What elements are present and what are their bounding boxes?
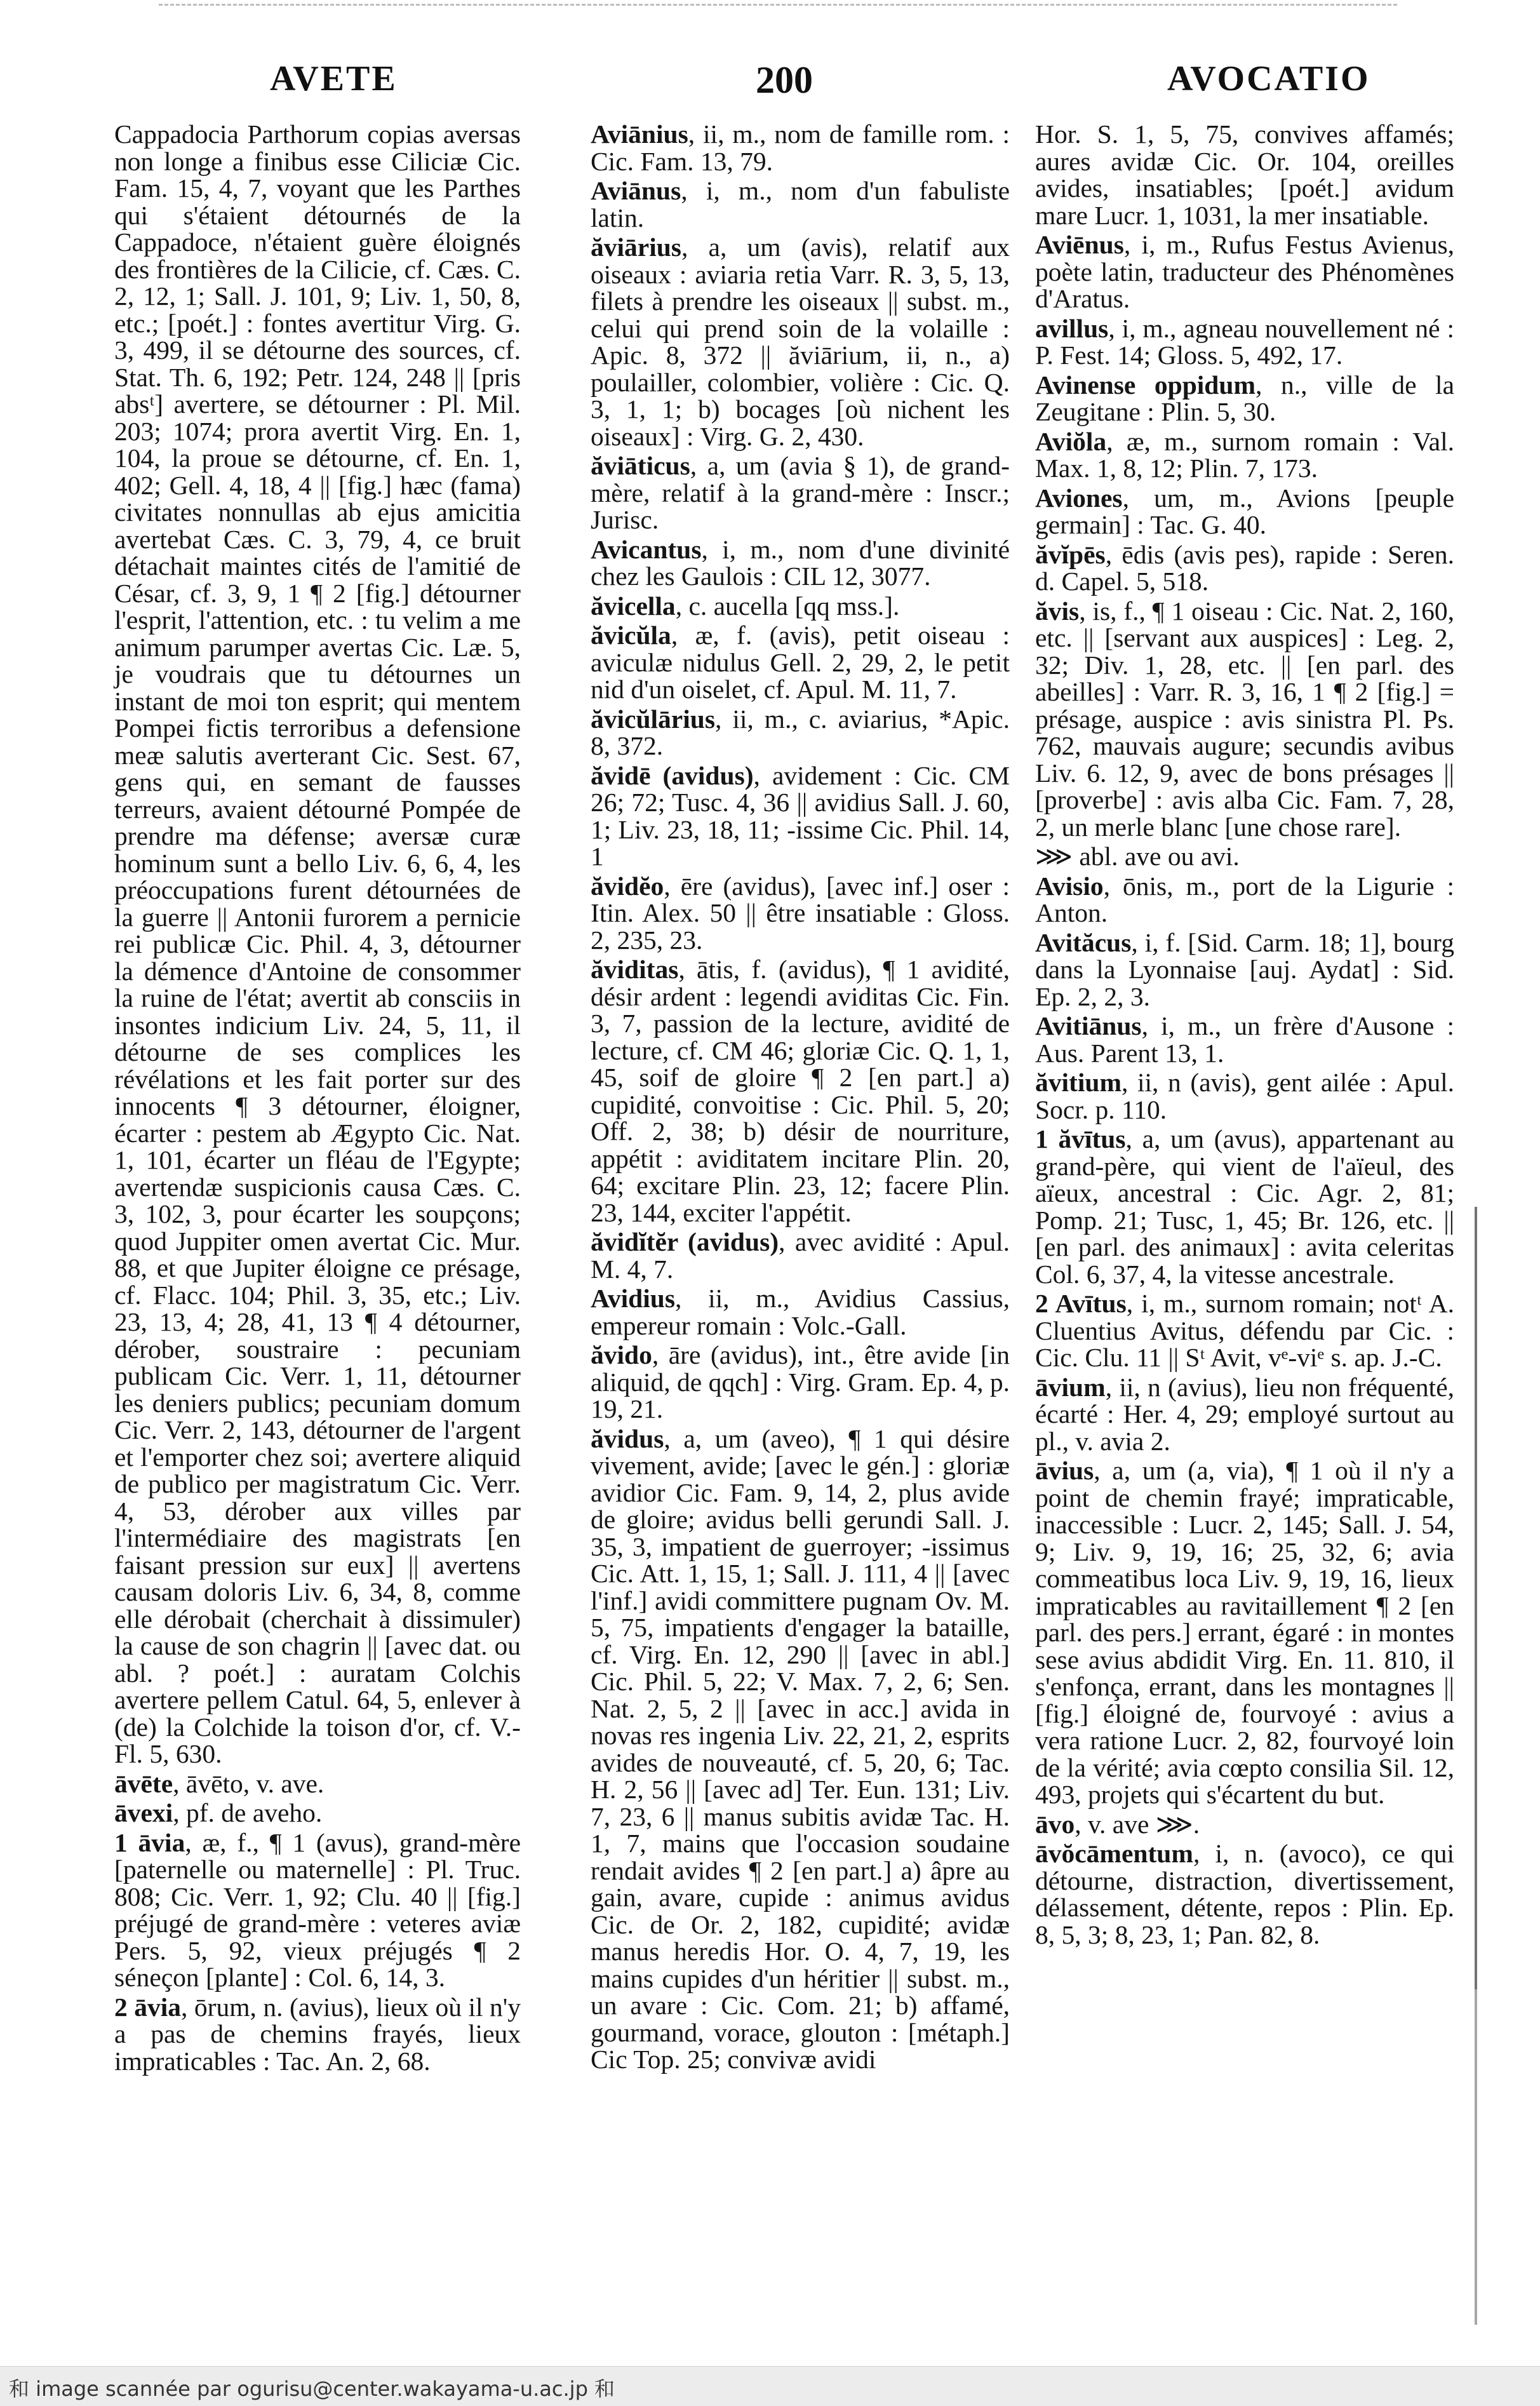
dictionary-entry: āvius, a, um (a, via), ¶ 1 où il n'y a point de chemin frayé; impraticable, inaccessible : Lucr. 2, 145; Sall. J. 54, 9; Liv. 9, 19, 16; 25, 32, 6; avia commeatibus loca Liv. 9, 19, 16, lieux impraticables au ravitaillement ¶ 2 [en parl. des pers.] errant, égaré : in montes sese avius abdidit Virg. En. 11. 810, il s'enfonça, errant, dans les montagnes || [fig.] éloigné de, fourvoyé : avius a vera ratione Lucr. 2, 82, fourvoyé loin de la vérité; avia cœpto consilia Sil. 12, 493, projets qui s'écartent du but. [1035,1456,1454,1809]
headword: āvŏcāmentum [1035,1839,1193,1868]
dictionary-entry: ăviārius, a, um (avis), relatif aux oiseaux : aviaria retia Varr. R. 3, 5, 13, filets à prendre les oiseaux || subst. m., celui qui prend soin de la volaille : Apic. 8, 372 || ăviārium, ii, n., a) poulailler, colombier, volière : Cic. Q. 3, 1, 1; b) bocages [où nichent les oiseaux] : Virg. G. 2, 430. [591,232,1010,451]
headword: ăvidĭtĕr (avidus) [591,1227,779,1256]
dictionary-entry: Aviones, um, m., Avions [peuple germain] : Tac. G. 40. [1035,483,1454,539]
headword: ăvis [1035,596,1080,626]
headword: ăviditas [591,955,679,984]
headword: ăvidus [591,1423,664,1453]
headword: Avisio [1035,871,1104,901]
dictionary-entry: ăviāticus, a, um (avia § 1), de grand-mère, relatif à la grand-mère : Inscr.; Jurisc. [591,451,1010,534]
headword: ăvicella [591,591,676,621]
dictionary-entry: ăvidĭtĕr (avidus), avec avidité : Apul. M. 4, 7. [591,1227,1010,1284]
headword: Avicantus [591,534,702,564]
dictionary-entry: Aviānius, ii, m., nom de famille rom. : Cic. Fam. 13, 79. [591,119,1010,176]
dictionary-entry: 1 ăvītus, a, um (avus), appartenant au grand-père, qui vient de l'aïeul, des aïeux, ancestral : Cic. Agr. 2, 81; Pomp. 21; Tusc, 1, 45; Br. 126, etc. || [en parl. des animaux] : avita celeritas Col. 6, 37, 4, la vitesse ancestrale. [1035,1124,1454,1289]
headword: ăvidē (avidus) [591,760,754,790]
dictionary-entry: avillus, i, m., agneau nouvellement né : P. Fest. 14; Gloss. 5, 492, 17. [1035,313,1454,370]
headword: 2 Avītus [1035,1289,1127,1318]
dictionary-entry: Avinense oppidum, n., ville de la Zeugitane : Plin. 5, 30. [1035,370,1454,426]
headword: āvo [1035,1809,1075,1839]
dictionary-entry: ăvidē (avidus), avidement : Cic. CM 26; 72; Tusc. 4, 36 || avidius Sall. J. 60, 1; Liv. 23, 18, 11; -issime Cic. Phil. 14, 1 [591,760,1010,871]
dictionary-entry: āvŏcāmentum, i, n. (avoco), ce qui détourne, distraction, divertissement, délassement, détente, repos : Plin. Ep. 8, 5, 3; 8, 23, 1; Pan. 82, 8. [1035,1839,1454,1949]
headword: āvium [1035,1372,1106,1402]
dictionary-entry: Aviānus, i, m., nom d'un fabuliste latin. [591,176,1010,232]
dictionary-entry: Avitiānus, i, m., un frère d'Ausone : Aus. Parent 13, 1. [1035,1011,1454,1068]
dictionary-entry: āvo, v. ave ⋙. [1035,1809,1200,1839]
headword: ăvicŭlārius [591,704,715,734]
dictionary-entry: 2 Avītus, i, m., surnom romain; notᵗ A. Cluentius Avitus, défendu par Cic. : Cic. Clu. 11 || Sᵗ Avit, vᵉ-viᵉ s. ap. J.-C. [1035,1289,1455,1372]
dictionary-entry: Hor. S. 1, 5, 75, convives affamés; aures avidæ Cic. Or. 104, oreilles avides, insatiables; [poét.] avidum mare Lucr. 1, 1031, la mer insatiable. [1035,119,1454,230]
dictionary-entry: Aviēnus, i, m., Rufus Festus Avienus, poète latin, traducteur des Phénomènes d'Aratus. [1035,230,1454,313]
headword: Aviēnus [1035,230,1124,259]
dictionary-entry: Avisio, ōnis, m., port de la Ligurie : Anton. [1035,871,1454,927]
headword: ăvidĕo [591,871,664,901]
headword: ăviārius [591,232,681,262]
headword: Avidius [591,1284,676,1313]
headword: Aviānus [591,176,681,205]
header-right-guide-word: AVOCATIO [1167,59,1370,98]
dictionary-entry: Avicantus, i, m., nom d'une divinité chez les Gaulois : CIL 12, 3077. [591,534,1010,591]
headword: āvexi [114,1798,173,1827]
dictionary-entry: āvium, ii, n (avius), lieu non fréquenté, écarté : Her. 4, 29; employé surtout au pl., v. avia 2. [1035,1372,1454,1456]
scan-top-edge [159,4,1397,6]
dictionary-entry: ăvido, āre (avidus), int., être avide [in aliquid, de qqch] : Virg. Gram. Ep. 4, p. 19, 21. [591,1340,1010,1423]
dictionary-entry: ăviditas, ātis, f. (avidus), ¶ 1 avidité, désir ardent : legendi aviditas Cic. Fin. 3, 7, passion de la lecture, avidité de lecture, cf. CM 46; gloriæ Cic. Q. 1, 1, 45, soif de gloire ¶ 2 [en part.] a) cupidité, convoitise : Cic. Phil. 5, 20; Off. 2, 38; b) désir de nourriture, appétit : aviditatem incitare Plin. 20, 64; excitare Plin. 23, 12; facere Plin. 23, 144, exciter l'appétit. [591,955,1010,1227]
headword: ăvicŭla [591,621,671,650]
headword: Aviŏla [1035,426,1107,456]
dictionary-entry: 2 āvia, ōrum, n. (avius), lieux où il n'y a pas de chemins frayés, lieux impraticables : Tac. An. 2, 68. [114,1992,521,2076]
dictionary-entry: ăvis, is, f., ¶ 1 oiseau : Cic. Nat. 2, 160, etc. || [servant aux auspices] : Leg. 2, 32; Div. 1, 28, etc. || [en parl. des abeilles] : Varr. R. 3, 16, 1 ¶ 2 [fig.] = présage, auspice : avis sinistra Pl. Ps. 762, mauvais augure; secundis avibus Liv. 6. 12, 9, avec de bons présages || [proverbe] : avis alba Cic. Fam. 7, 28, 2, un merle blanc [une chose rare]. [1035,596,1454,842]
headword: 2 āvia [114,1992,182,2022]
scan-footer-bar [0,2366,1540,2406]
dictionary-entry: ăvĭpēs, ēdis (avis pes), rapide : Seren. d. Capel. 5, 518. [1035,539,1454,596]
headword: ăvido [591,1340,652,1369]
headword: ăvitium [1035,1068,1122,1097]
headword: 1 āvia [114,1827,185,1857]
headword: ăvĭpēs [1035,539,1106,569]
headword: Avitiānus [1035,1011,1142,1040]
dictionary-entry: ăvidĕo, ēre (avidus), [avec inf.] oser : Itin. Alex. 50 || être insatiable : Gloss. 2, 235, 23. [591,871,1010,955]
scan-right-edge [1475,1207,1477,2325]
column-right [1035,121,1454,1948]
page-number: 200 [756,59,813,101]
dictionary-entry: 1 āvia, æ, f., ¶ 1 (avus), grand-mère [paternelle ou maternelle] : Pl. Truc. 808; Cic. Verr. 1, 92; Clu. 40 || [fig.] préjugé de grand-mère : veteres aviæ Pers. 5, 92, vieux préjugés ¶ 2 séneçon [plante] : Col. 6, 14, 3. [114,1827,521,1992]
dictionary-entry: Avidius, ii, m., Avidius Cassius, empereur romain : Volc.-Gall. [591,1284,1010,1340]
headword: Aviones [1035,483,1123,513]
dictionary-entry: āvēte, āvēto, v. ave. [114,1768,325,1798]
headword: avillus [1035,313,1109,343]
dictionary-entry: ăvicŭlārius, ii, m., c. aviarius, *Apic. 8, 372. [591,704,1010,760]
headword: Avinense oppidum [1035,370,1256,400]
column-middle [591,121,1010,2073]
header-left-guide-word: AVETE [270,59,398,98]
headword: 1 ăvītus [1035,1124,1126,1153]
headword: Avităcus [1035,927,1132,957]
column-left [114,121,521,2074]
dictionary-entry: Aviŏla, æ, m., surnom romain : Val. Max. 1, 8, 12; Plin. 7, 173. [1035,426,1454,483]
dictionary-entry: āvexi, pf. de aveho. [114,1798,323,1827]
dictionary-entry: ⋙ abl. ave ou avi. [1035,842,1240,871]
dictionary-entry: Cappadocia Parthorum copias aversas non longe a finibus esse Ciliciæ Cic. Fam. 15, 4, 7, voyant que les Parthes qui s'étaient détournés de la Cappadoce, n'étaient guère éloignés des frontières de la Cilicie, cf. Cæs. C. 2, 12, 1; Sall. J. 101, 9; Liv. 1, 50, 8, etc.; [poét.] : fontes avertitur Virg. G. 3, 499, il se détourne des sources, cf. Stat. Th. 6, 192; Petr. 124, 248 || [pris absᵗ] avertere, se détourner : Pl. Mil. 203; 1074; prora avertit Virg. En. 1, 104, la proue se détourne, cf. En. 1, 402; Gell. 4, 18, 4 || [fig.] hæc (fama) civitates nonnullas ab ejus amicitia avertebat Cæs. C. 3, 79, 4, ce bruit détachait maintes cités de l'amitié de César, cf. 3, 9, 1 ¶ 2 [fig.] détourner l'esprit, l'attention, etc. : tu velim a me animum parumper avertas Cic. Læ. 5, je voudrais que tu détournes un instant de moi ton esprit; qui mentem Pompei fictis terroribus a defensione meæ salutis averterant Cic. Sest. 67, gens qui, en semant de fausses terreurs, avaient détourné Pompée de prendre ma défense; aversæ curæ hominum sunt a bello Liv. 6, 6, 4, les préoccupations furent détournées de la guerre || Antonii furorem a pernicie rei publicæ Cic. Phil. 4, 3, détourner la démence d'Antoine de consommer la ruine de l'état; avertit ab consciis in insontes indicium Liv. 24, 5, 11, il détourne de ses complices les révélations et les fait porter sur des innocents ¶ 3 détourner, éloigner, écarter : pestem ab Ægypto Cic. Nat. 1, 101, écarter un fléau de l'Egypte; avertendæ suspicionis causa Cæs. C. 3, 102, 3, pour écarter les soupçons; quod Juppiter omen avertat Cic. Mur. 88, et que Jupiter éloigne ce présage, cf. Flacc. 104; Phil. 3, 35, etc.; Liv. 23, 13, 4; 28, 41, 13 ¶ 4 détourner, dérober, soustraire : pecuniam publicam Cic. Verr. 1, 11, détourner les deniers publics; pecuniam domum Cic. Verr. 2, 143, détourner de l'argent et l'emporter chez soi; avertere aliquid de publico per magistratum Cic. Verr. 4, 53, dérober aux villes par l'intermédiaire des magistrats [en faisant pression sur eux] || avertens causam doloris Liv. 6, 34, 8, comme elle dérobait (cherchait à dissimuler) la cause de son chagrin || [avec dat. ou abl. ? poét.] : auratam Colchis avertere pellem Catul. 64, 5, enlever à (de) la Colchide la toison d'or, cf. V.-Fl. 5, 630. [114,119,521,1768]
dictionary-entry: ăvicella, c. aucella [qq mss.]. [591,591,900,621]
dictionary-entry: ăvicŭla, æ, f. (avis), petit oiseau : aviculæ nidulus Gell. 2, 29, 2, le petit nid d'un oiselet, cf. Apul. M. 11, 7. [591,621,1010,704]
headword: ăviāticus [591,451,690,480]
headword: āvius [1035,1456,1094,1485]
headword: āvēte [114,1768,173,1798]
scan-credit: 和 image scannée par ogurisu@center.wakayama-u.ac.jp 和 [9,2377,615,2401]
dictionary-entry: Avităcus, i, f. [Sid. Carm. 18; 1], bourg dans la Lyonnaise [auj. Aydat] : Sid. Ep. 2, 2, 3. [1035,927,1454,1011]
dictionary-entry: ăvitium, ii, n (avis), gent ailée : Apul. Socr. p. 110. [1035,1068,1454,1124]
dictionary-entry: ăvidus, a, um (aveo), ¶ 1 qui désire vivement, avide; [avec le gén.] : gloriæ avidior Cic. Fam. 9, 14, 2, plus avide de gloire; avidus belli gerundi Sall. J. 35, 3, impatient de guerroyer; -issimus Cic. Att. 1, 15, 1; Sall. J. 111, 4 || [avec l'inf.] avidi committere pugnam Ov. M. 5, 75, impatients d'engager la bataille, cf. Virg. En. 12, 290 || [avec in abl.] Cic. Phil. 5, 22; V. Max. 7, 2, 6; Sen. Nat. 2, 5, 2 || [avec in acc.] avida in novas res ingenia Liv. 22, 21, 2, esprits avides de nouveauté, cf. 5, 20, 6; Tac. H. 2, 56 || [avec ad] Ter. Eun. 131; Liv. 7, 23, 6 || manus subitis avidæ Tac. H. 1, 7, mains que l'occasion soudaine rendait avides ¶ 2 [en part.] a) âpre au gain, avare, cupide : animus avidus Cic. de Or. 2, 182, cupidité; avidæ manus heredis Hor. O. 4, 7, 19, les mains cupides d'un héritier || subst. m., un avare : Cic. Com. 21; b) affamé, gourmand, vorace, glouton : [métaph.] Cic Top. 25; convivæ avidi [591,1423,1010,2074]
headword: Aviānius [591,119,688,149]
